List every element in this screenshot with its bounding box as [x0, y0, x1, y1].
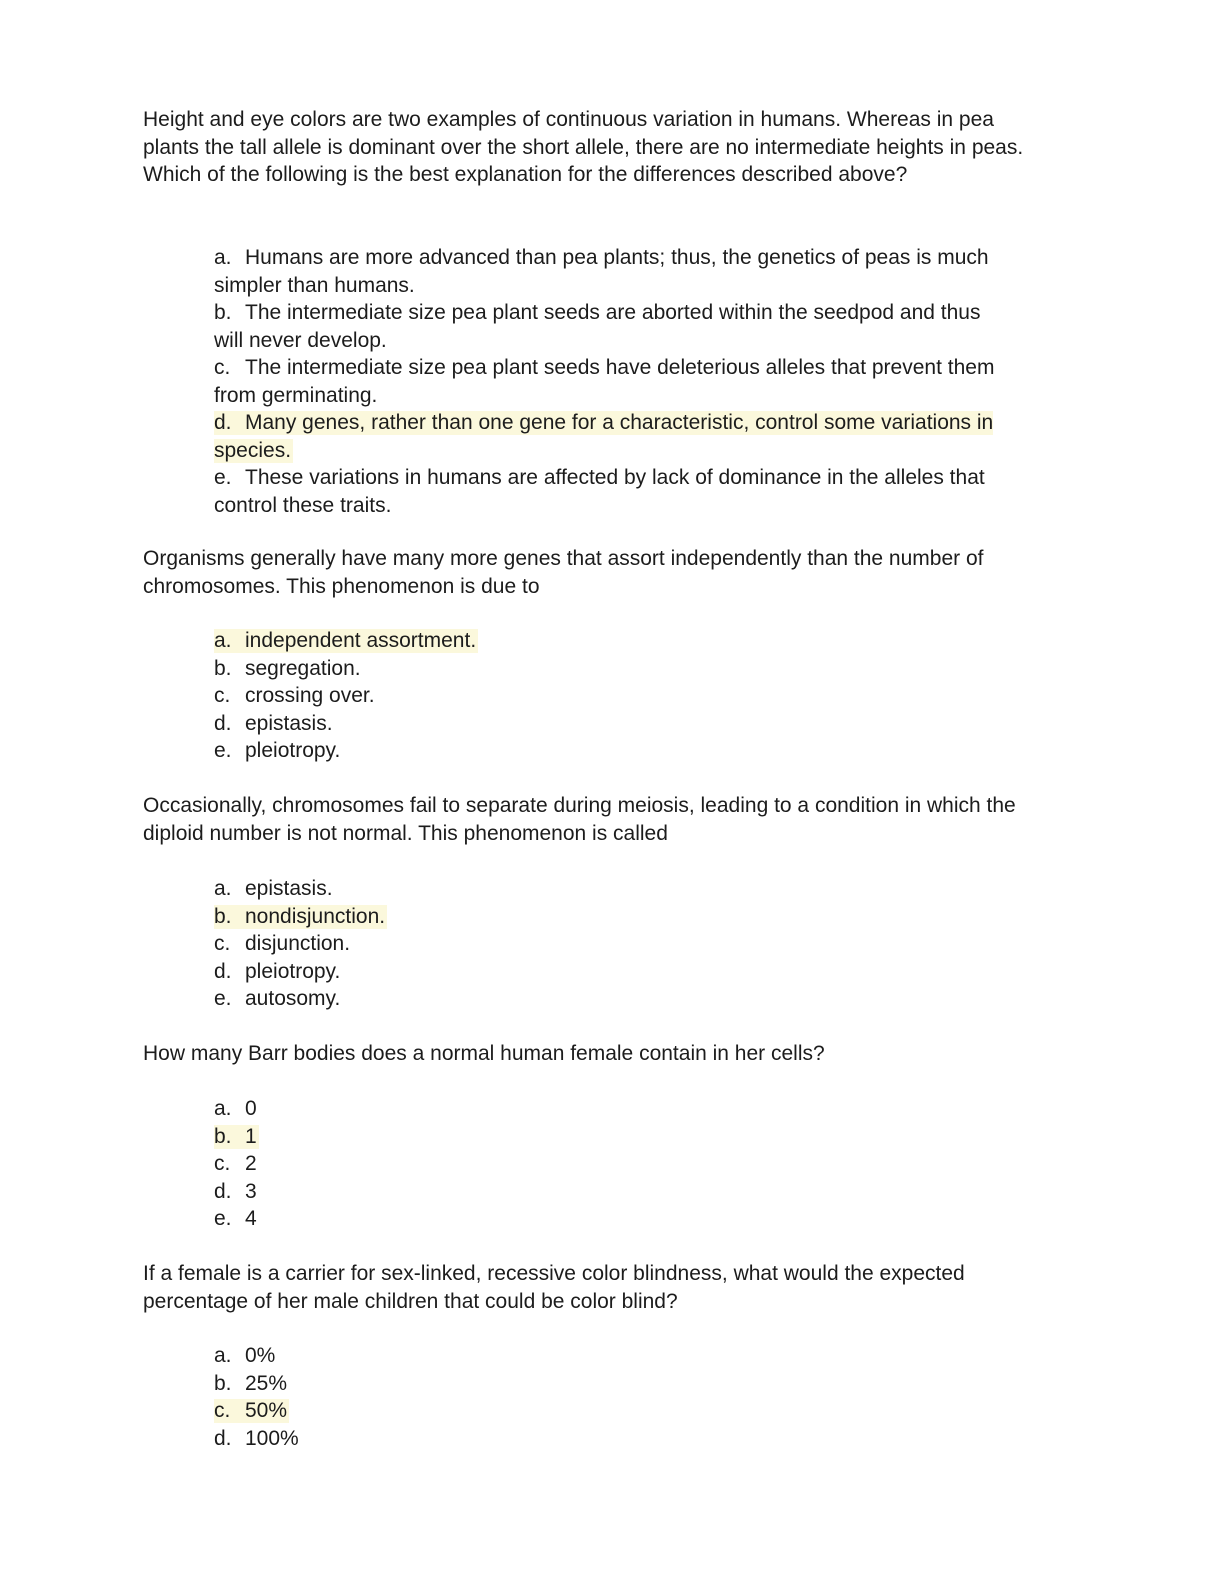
option-letter: a. — [214, 1344, 232, 1367]
option-text: Humans are more advanced than pea plants; thus, the genetics of peas is much simpler than humans. — [214, 246, 989, 297]
option-letter: e. — [214, 466, 232, 489]
question-3-stem: Occasionally, chromosomes fail to separate during meiosis, leading to a condition in which the diploid number is not normal. This phenomenon is called — [143, 794, 1016, 845]
question-5-option-d — [214, 1425, 1014, 1453]
option-text: 25% — [245, 1371, 288, 1395]
question-5-option-a — [214, 1342, 1014, 1370]
option-letter: b. — [214, 1124, 232, 1148]
option-letter: d. — [214, 711, 232, 735]
option-letter: a. — [214, 629, 232, 652]
question-2-option-e — [214, 737, 1014, 765]
question-2-stem: Organisms generally have many more genes that assort independently than the number of chromosomes. This phenomenon is due to — [143, 547, 984, 598]
option-text: 50% — [245, 1399, 288, 1422]
option-text: crossing over. — [245, 684, 375, 707]
question-3-option-e — [214, 985, 1014, 1013]
question-5-options — [214, 1342, 1014, 1452]
option-letter: b. — [214, 1371, 232, 1395]
option-text: The intermediate size pea plant seeds have deleterious alleles that prevent them from germinating. — [214, 356, 995, 407]
question-2-option-d — [214, 710, 1014, 738]
question-1-option-b — [214, 299, 1014, 354]
option-text: 0% — [245, 1344, 276, 1367]
question-5-stem: If a female is a carrier for sex-linked, recessive color blindness, what would the expected percentage of her male children that could be color blind? — [143, 1262, 965, 1313]
option-letter: e. — [214, 739, 232, 762]
question-1-option-e — [214, 464, 1014, 519]
question-3-option-d — [214, 958, 1014, 986]
option-text: disjunction. — [245, 932, 351, 955]
option-text: 2 — [245, 1152, 257, 1175]
option-text: These variations in humans are affected by lack of dominance in the alleles that control these traits. — [214, 466, 985, 517]
option-letter: a. — [214, 1097, 232, 1120]
option-letter: b. — [214, 656, 232, 680]
option-letter: e. — [214, 987, 232, 1010]
option-letter: c. — [214, 932, 231, 955]
question-4-option-c — [214, 1150, 1014, 1178]
option-text: independent assortment. — [245, 629, 477, 652]
option-text: nondisjunction. — [245, 904, 386, 928]
option-letter: e. — [214, 1207, 232, 1230]
question-2-option-a — [214, 627, 1014, 655]
option-letter: b. — [214, 301, 232, 324]
question-3-option-b — [214, 903, 1014, 931]
option-text: autosomy. — [245, 987, 341, 1010]
question-5-option-c — [214, 1397, 1014, 1425]
question-3-options — [214, 875, 1014, 1013]
option-text: pleiotropy. — [245, 959, 341, 983]
option-text: 0 — [245, 1097, 257, 1120]
option-letter: c. — [214, 356, 231, 379]
option-text: The intermediate size pea plant seeds are aborted within the seedpod and thus will never develop. — [214, 301, 981, 352]
option-letter: d. — [214, 959, 232, 983]
option-letter: d. — [214, 1179, 232, 1203]
question-1-options — [214, 244, 1014, 519]
question-2-option-c — [214, 682, 1014, 710]
option-letter: c. — [214, 1152, 231, 1175]
question-3-option-c — [214, 930, 1014, 958]
question-1-option-a — [214, 244, 1014, 299]
option-text: 4 — [245, 1207, 257, 1230]
question-4-stem: How many Barr bodies does a normal human female contain in her cells? — [143, 1042, 825, 1065]
question-4-option-e — [214, 1205, 1014, 1233]
question-4-option-b — [214, 1123, 1014, 1151]
option-letter: b. — [214, 904, 232, 928]
question-2-option-b — [214, 655, 1014, 683]
option-letter: d. — [214, 411, 232, 434]
option-text: pleiotropy. — [245, 739, 341, 762]
option-text: Many genes, rather than one gene for a characteristic, control some variations in species. — [214, 411, 994, 462]
option-letter: a. — [214, 246, 232, 269]
option-text: 100% — [245, 1426, 299, 1450]
question-3-option-a — [214, 875, 1014, 903]
question-4-option-a — [214, 1095, 1014, 1123]
question-1-option-d — [214, 409, 1014, 464]
question-4-options — [214, 1095, 1014, 1233]
question-1-stem: Height and eye colors are two examples of continuous variation in humans. Whereas in pea plants the tall allele is dominant over the short allele, there are no intermediate heights in peas. Which of the following is the best explanation for the differences described above? — [143, 108, 1024, 186]
option-text: segregation. — [245, 656, 361, 680]
question-2-options — [214, 627, 1014, 765]
question-4-option-d — [214, 1178, 1014, 1206]
question-5-option-b — [214, 1370, 1014, 1398]
option-text: epistasis. — [245, 877, 333, 900]
question-1-option-c — [214, 354, 1014, 409]
option-letter: c. — [214, 1399, 231, 1422]
option-text: 1 — [245, 1124, 257, 1148]
option-text: epistasis. — [245, 711, 333, 735]
option-letter: a. — [214, 877, 232, 900]
option-text: 3 — [245, 1179, 257, 1203]
option-letter: d. — [214, 1426, 232, 1450]
option-letter: c. — [214, 684, 231, 707]
